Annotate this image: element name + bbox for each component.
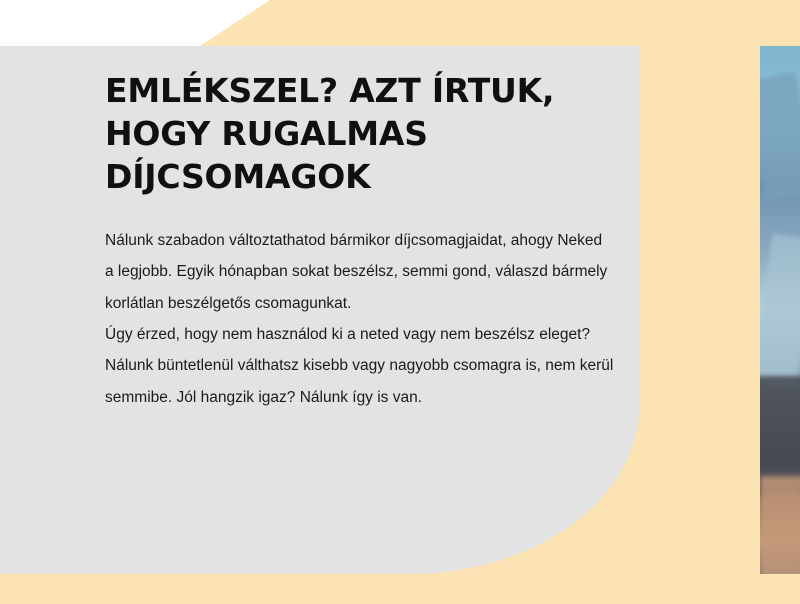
top-left-white-wedge xyxy=(0,0,200,46)
photo-strip xyxy=(760,46,800,574)
body-paragraph-1: Nálunk szabadon változtathatod bármikor díjcsomagjaidat, ahogy Neked a legjobb. Egyik hónapban sokat beszélsz, semmi gond, válaszd bármely korlátlan beszélgetős csomagunkat. xyxy=(105,231,608,312)
photo-shape-middle xyxy=(760,234,800,389)
photo-shape-bottom xyxy=(760,476,800,574)
text-content xyxy=(105,70,635,413)
photo-shape-upper xyxy=(760,72,800,201)
page-title: EMLÉKSZEL? AZT ÍRTUK, HOGY RUGALMAS DÍJCSOMAGOK xyxy=(105,71,555,196)
body-paragraph-2: Úgy érzed, hogy nem használod ki a neted vagy nem beszélsz eleget? Nálunk büntetlenül válthatsz kisebb vagy nagyobb csomagra is, nem kerül semmibe. Jól hangzik igaz? Nálunk így is van. xyxy=(105,326,614,406)
